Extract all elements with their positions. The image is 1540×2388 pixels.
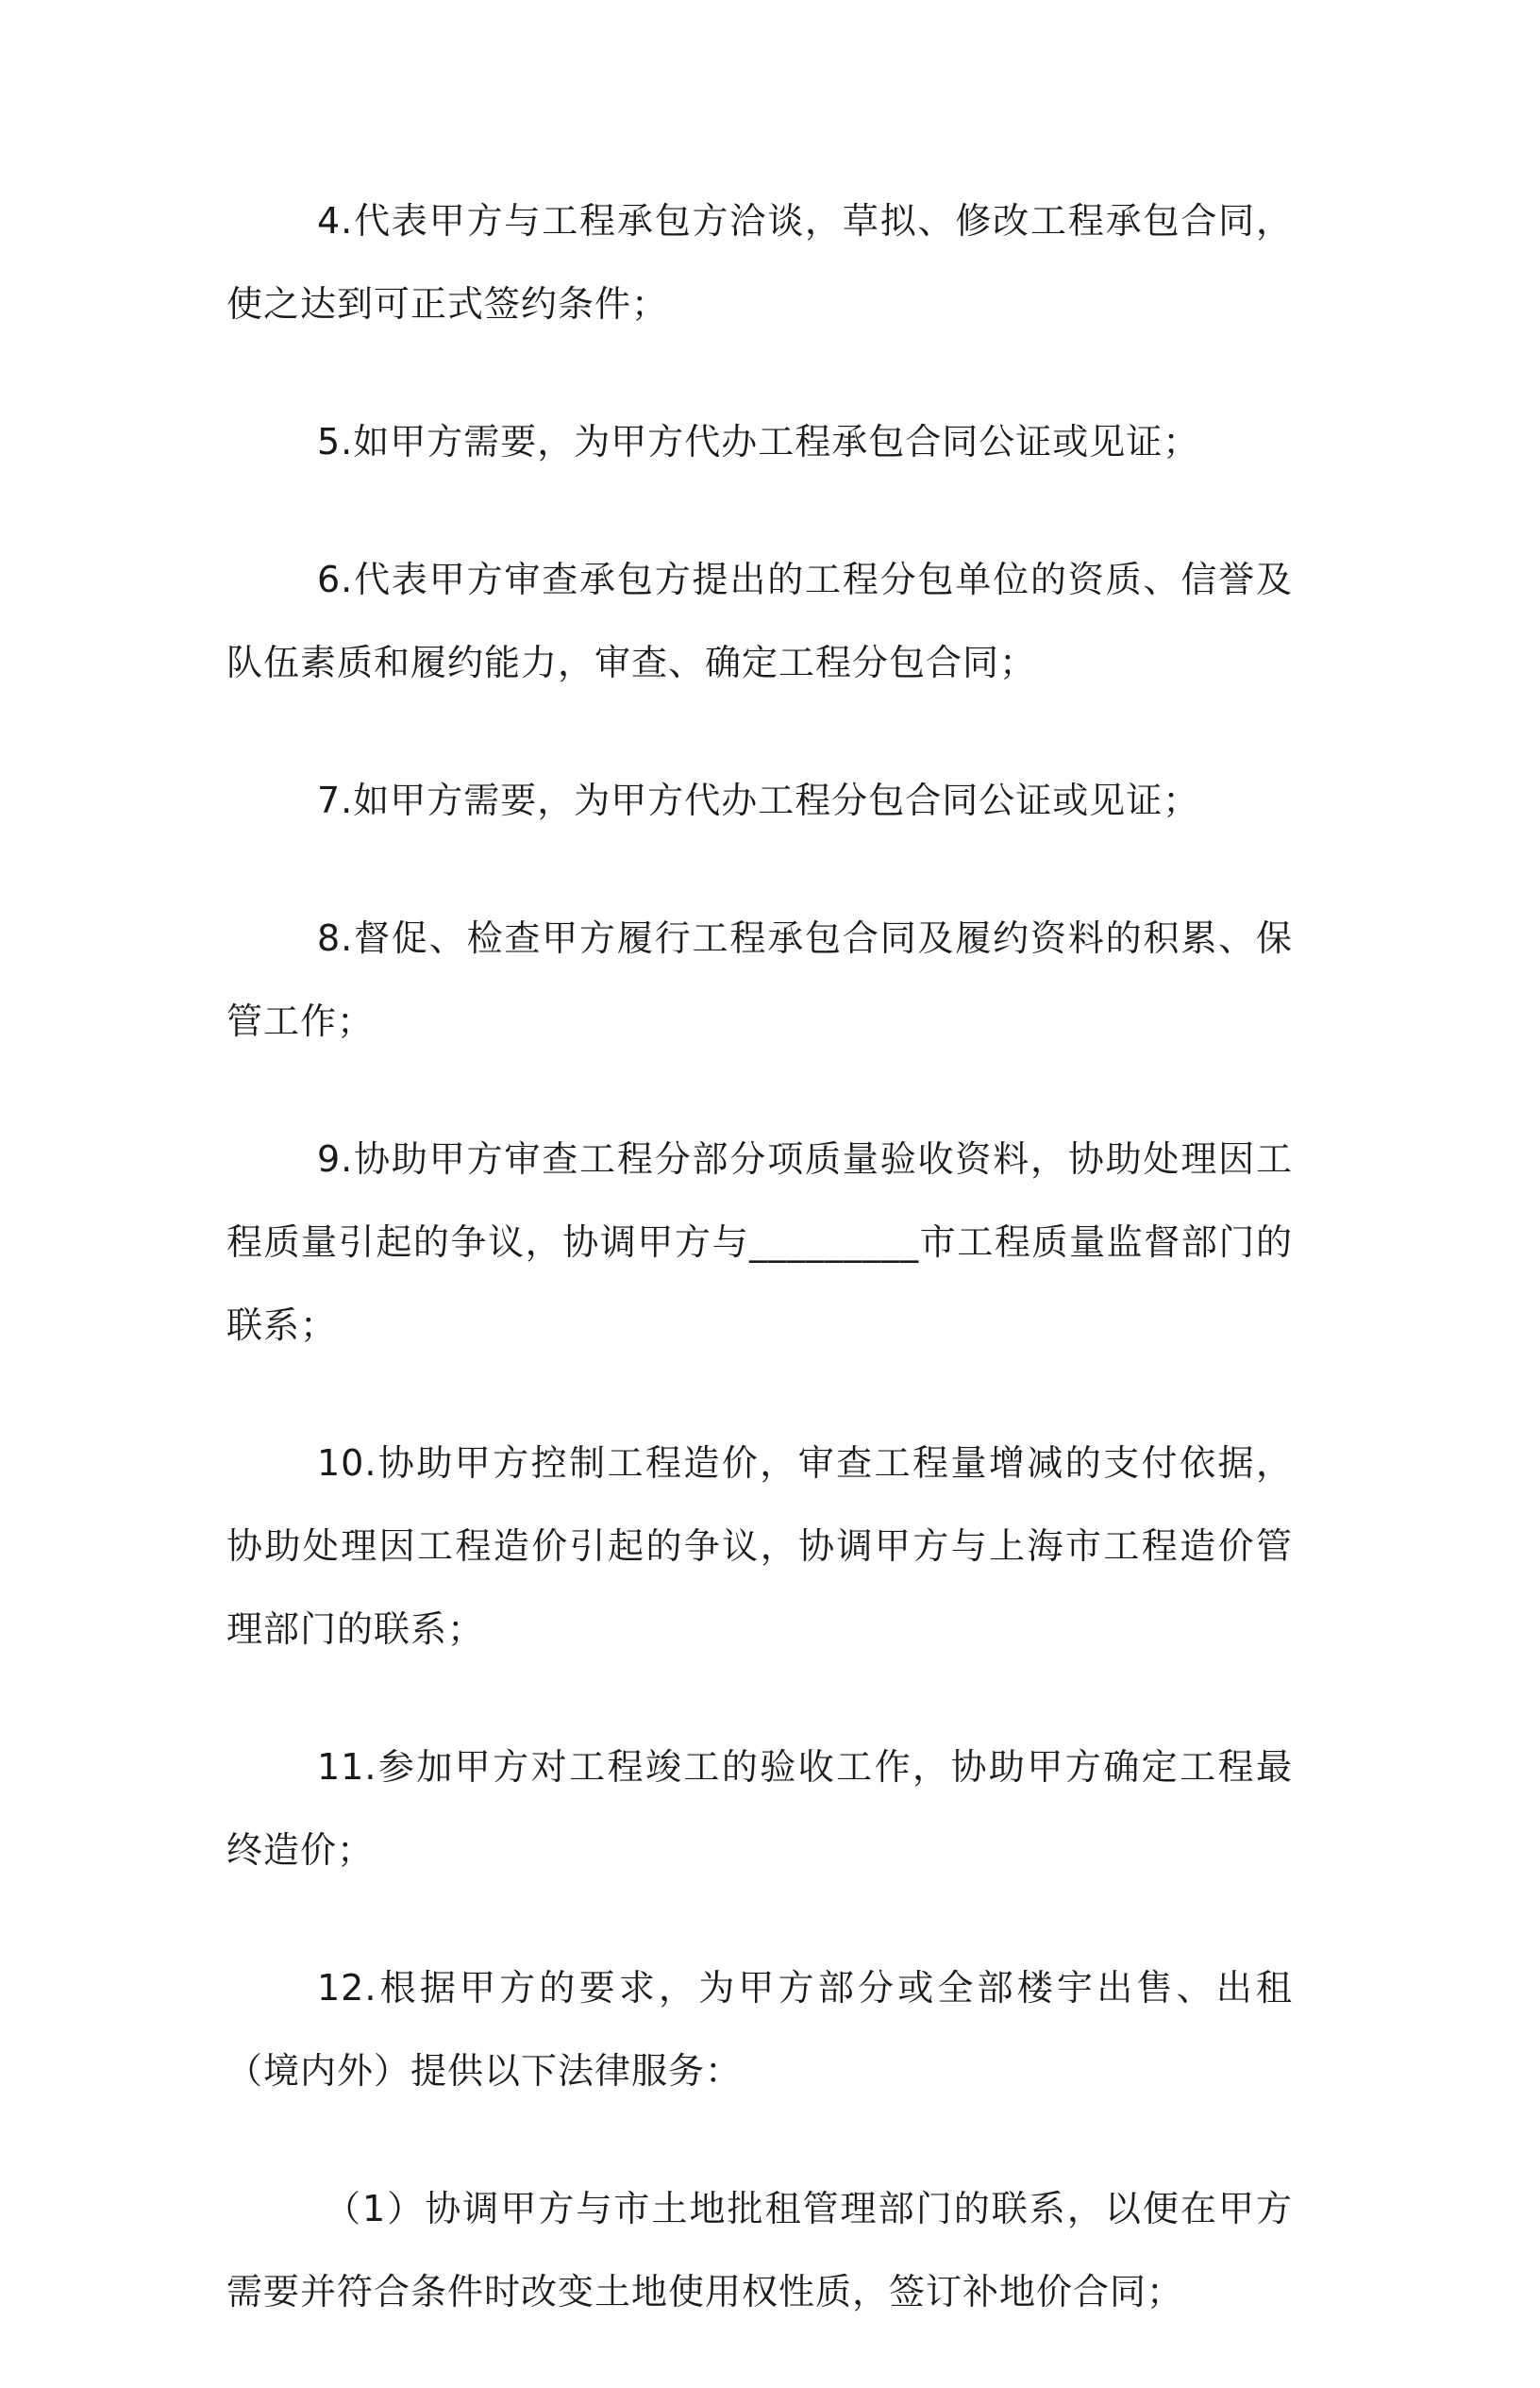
clause-9: 9.协助甲方审查工程分部分项质量验收资料，协助处理因工程质量引起的争议，协调甲方与_________市工程质量监督部门的联系； bbox=[226, 1138, 1293, 1346]
document-body bbox=[226, 179, 1293, 2388]
clause-4: 4.代表甲方与工程承包方洽谈，草拟、修改工程承包合同，使之达到可正式签约条件； bbox=[226, 200, 1293, 325]
clause-8: 8.督促、检查甲方履行工程承包合同及履约资料的积累、保管工作； bbox=[226, 917, 1293, 1042]
clause-12-item-1: （1）协调甲方与市土地批租管理部门的联系，以便在甲方需要并符合条件时改变土地使用权性质，签订补地价合同； bbox=[226, 2188, 1293, 2312]
clause-7: 7.如甲方需要，为甲方代办工程分包合同公证或见证； bbox=[317, 780, 1200, 821]
clause-11: 11.参加甲方对工程竣工的验收工作，协助甲方确定工程最终造价； bbox=[226, 1746, 1293, 1871]
clause-6: 6.代表甲方审查承包方提出的工程分包单位的资质、信誉及队伍素质和履约能力，审查、确定工程分包合同； bbox=[226, 559, 1293, 683]
clause-10: 10.协助甲方控制工程造价，审查工程量增减的支付依据，协助处理因工程造价引起的争议，协调甲方与上海市工程造价管理部门的联系； bbox=[226, 1442, 1293, 1650]
clause-5: 5.如甲方需要，为甲方代办工程承包合同公证或见证； bbox=[317, 421, 1200, 462]
clause-12: 12.根据甲方的要求，为甲方部分或全部楼宇出售、出租（境内外）提供以下法律服务： bbox=[226, 1967, 1293, 2092]
